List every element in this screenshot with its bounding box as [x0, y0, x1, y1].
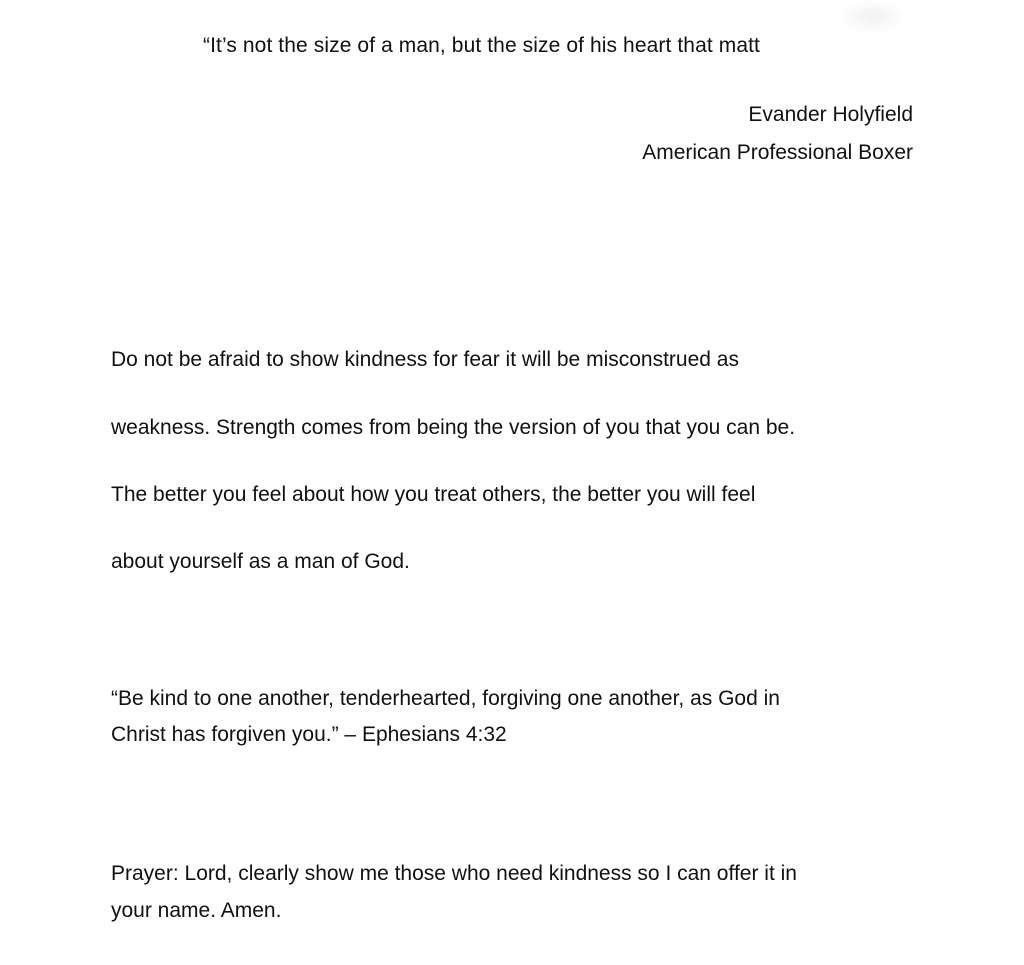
prayer-line: Prayer: Lord, clearly show me those who need kindness so I can offer it in — [111, 862, 797, 885]
scripture-verse-line: “Be kind to one another, tenderhearted, forgiving one another, as God in — [111, 687, 780, 710]
opening-quote: “It’s not the size of a man, but the size of his heart that matt — [203, 34, 760, 57]
reflection-line: The better you feel about how you treat others, the better you will feel — [111, 483, 756, 506]
prayer-line: your name. Amen. — [111, 899, 282, 922]
photo-glare — [838, 0, 908, 34]
reflection-line: Do not be afraid to show kindness for fear it will be misconstrued as — [111, 348, 739, 371]
quote-author-name: Evander Holyfield — [748, 103, 913, 126]
reflection-line: about yourself as a man of God. — [111, 550, 410, 573]
reflection-line: weakness. Strength comes from being the version of you that you can be. — [111, 416, 796, 439]
scripture-verse-line: Christ has forgiven you.” – Ephesians 4:32 — [111, 723, 507, 746]
quote-author-title: American Professional Boxer — [642, 141, 913, 164]
